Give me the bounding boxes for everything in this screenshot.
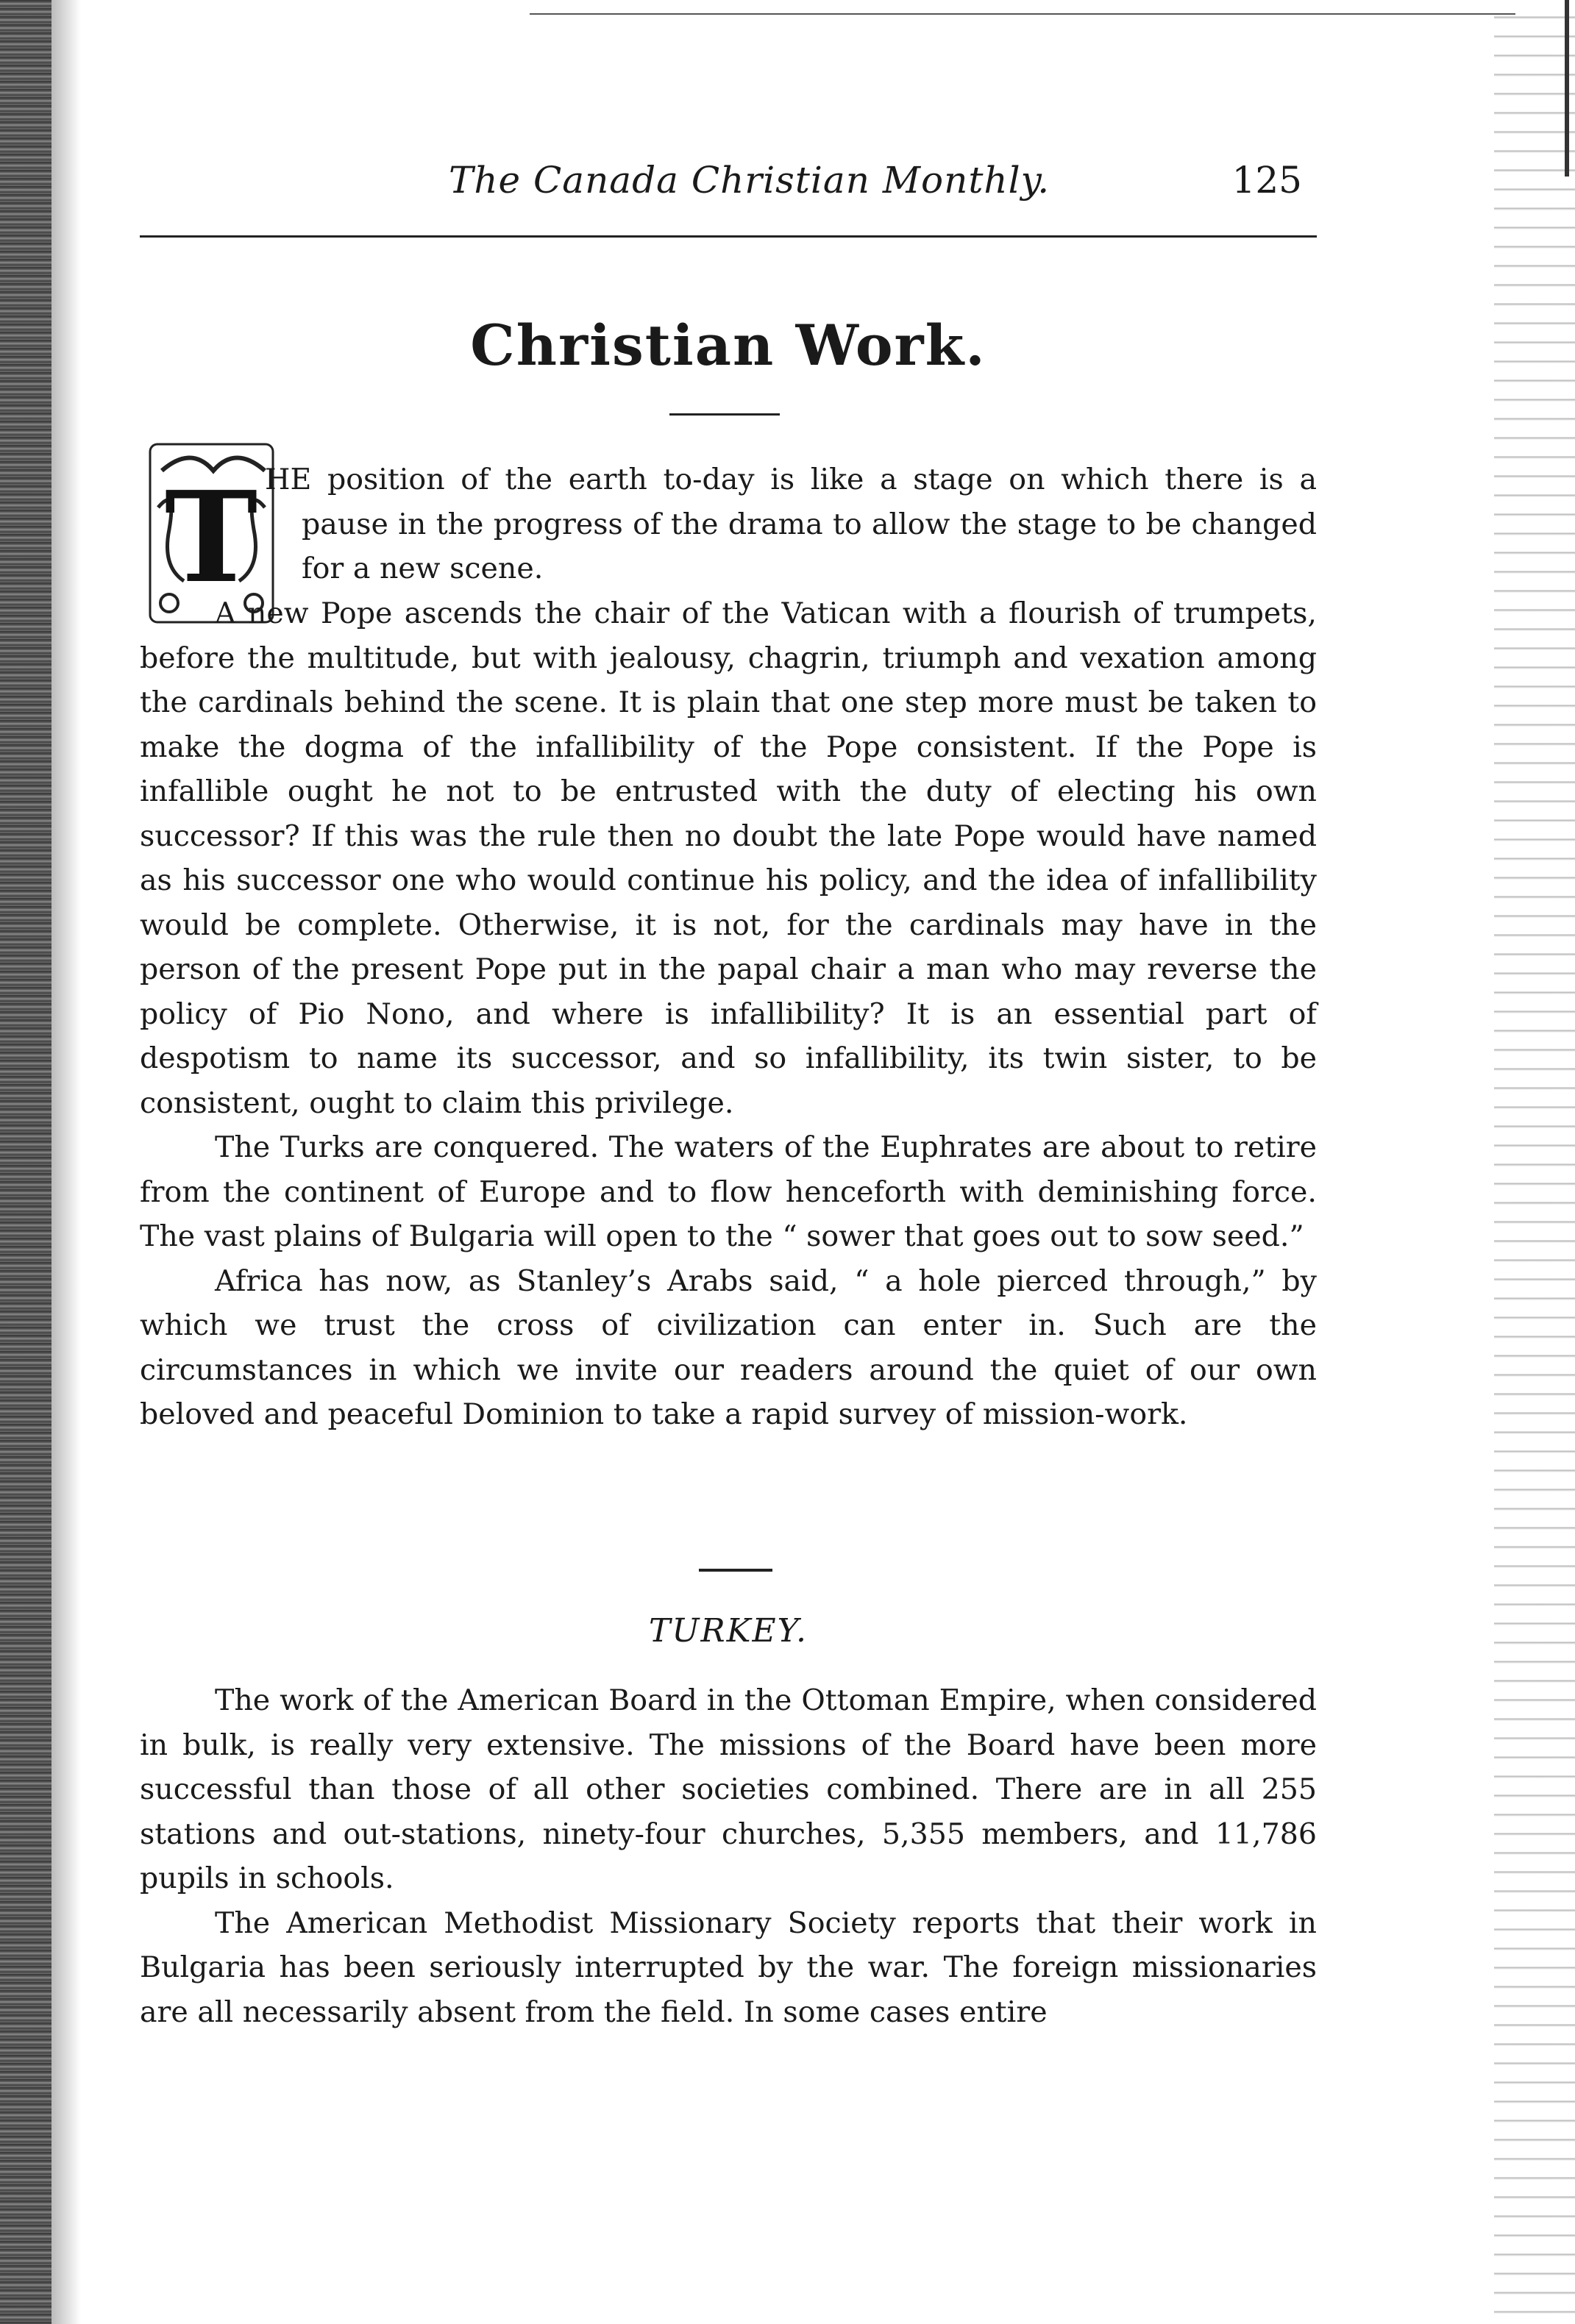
intro-paragraph bbox=[265, 457, 1317, 591]
scan-edge-right bbox=[1494, 0, 1575, 2324]
binding-edge bbox=[0, 0, 51, 2324]
header-rule bbox=[140, 235, 1317, 238]
paragraph-methodist: The American Methodist Missionary Society reports that their work in Bulgaria has been seriously interrupted by the war. The foreign missionaries are all necessarily absent from the field. In some cases entire bbox=[140, 1906, 1317, 2029]
intro-text: HE position of the earth to-day is like a stage on which there is a pause in the progress of the drama to allow the stage to be changed for a new scene. bbox=[265, 463, 1317, 585]
page-number: 125 bbox=[1231, 159, 1302, 202]
main-body bbox=[140, 591, 1317, 1437]
section-title: Christian Work. bbox=[470, 313, 986, 378]
scan-top-line bbox=[530, 13, 1515, 15]
running-head bbox=[140, 158, 1317, 210]
subsection-title: TURKEY. bbox=[649, 1612, 808, 1650]
title-rule bbox=[669, 413, 780, 416]
binding-shadow bbox=[51, 0, 81, 2324]
drop-cap-letter: T bbox=[164, 464, 258, 611]
turkey-body bbox=[140, 1678, 1317, 2034]
paragraph-turks: The Turks are conquered. The waters of the Euphrates are about to retire from the continent of Europe and to flow henceforth with deminishing force. The vast plains of Bulgaria will open to the “ sower that goes out to sow seed.” bbox=[140, 1130, 1317, 1253]
paragraph-american-board: The work of the American Board in the Ottoman Empire, when considered in bulk, is really very extensive. The missions of the Board have been more successful than those of all other societies combined. There are in all 255 stations and out-stations, ninety-four churches, 5,355 members, and 11,786 pupils in schools. bbox=[140, 1683, 1317, 1895]
paragraph-africa: Africa has now, as Stanley’s Arabs said, “ a hole pierced through,” by which we trust the cross of civilization can enter in. Such are the circumstances in which we invite our readers around the quiet of our own beloved and peaceful Dominion to take a rapid survey of mission-work. bbox=[140, 1263, 1317, 1431]
scan-edge-mark bbox=[1565, 0, 1569, 177]
paragraph-pope: A new Pope ascends the chair of the Vatican with a flourish of trumpets, before the multitude, but with jealousy, chagrin, triumph and vexation among the cardinals behind the scene. It is plain that one step more must be taken to make the dogma of the infallibility of the Pope consistent. If the Pope is infallible ought he not to be entrusted with the duty of electing his own successor? If this was the rule then no doubt the late Pope would have named as his successor one who would continue his policy, and the idea of infallibility would be complete. Otherwise, it is not, for the cardinals may have in the person of the present Pope put in the papal chair a man who may reverse the policy of Pio Nono, and where is infallibility? It is an essential part of despotism to name its successor, and so infallibility, its twin sister, to be consistent, ought to claim this privilege. bbox=[140, 596, 1317, 1120]
running-title: The Canada Christian Monthly. bbox=[449, 159, 1050, 202]
section-divider bbox=[699, 1569, 772, 1572]
